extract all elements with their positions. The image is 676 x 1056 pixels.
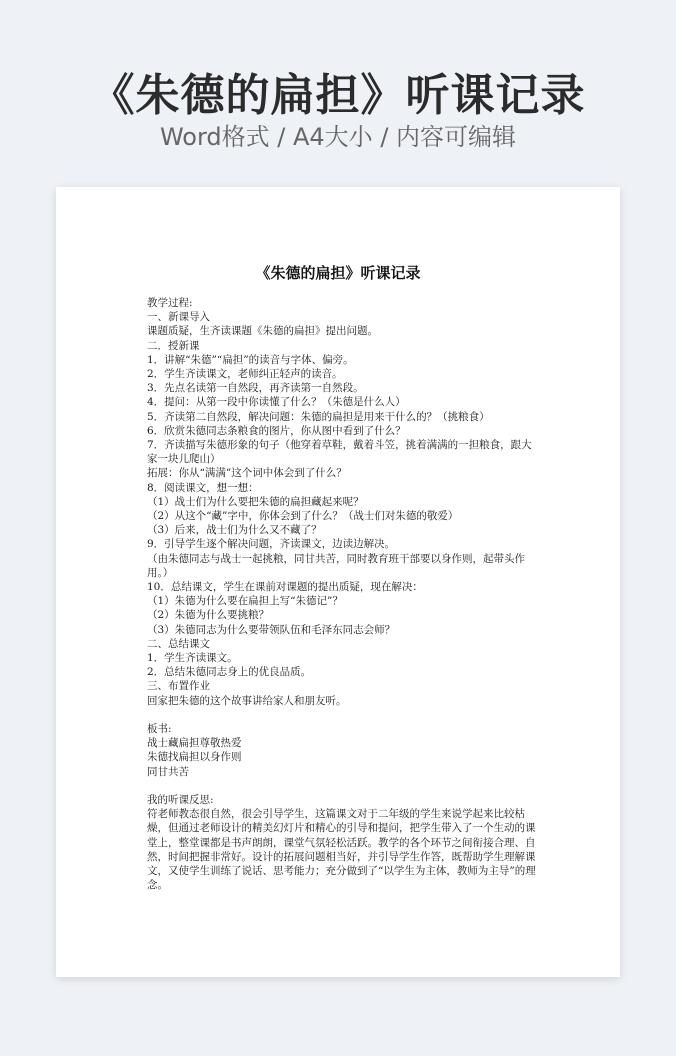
text-line: （由朱德同志与战士一起挑粮，同甘共苦，同时教育班干部要以身作则，起带头作用。） [147,552,525,579]
text-line: 三、布置作业 [147,680,210,693]
banner-subtitle: Word格式 / A4大小 / 内容可编辑 [159,123,517,151]
text-line: （2）从这个“藏”字中，你体会到了什么？（战士们对朱德的敬爱） [147,510,459,523]
text-line: 10．总结课文，学生在课前对课题的提出质疑，现在解决： [147,581,423,594]
text-line: 8．阅读课文，想一想： [147,481,259,494]
text-line: 3．先点名读第一自然段，再齐读第一自然段。 [147,382,364,395]
text-line: 同甘共苦 [147,765,189,778]
text-line: 教学过程: [147,297,193,309]
text-line: 9．引导学生逐个解决问题，齐读课文，边读边解决。 [147,538,396,551]
text-line: 板书: [147,723,172,736]
document-title: 《朱德的扁担》听课记录 [255,264,421,282]
paragraph-gap [147,708,537,722]
banner-title: 《朱德的扁担》听课记录 [90,70,586,121]
reflection-section [147,793,537,892]
text-line: 一、新课导入 [147,311,210,324]
board-writing-section [147,722,537,779]
document-body [147,296,537,893]
text-line: 1．学生齐读课文。 [147,652,238,665]
text-line: 7．齐读描写朱德形象的句子（他穿着草鞋，戴着斗笠，挑着满满的一担粮食，跟大家一块儿爬山） [147,439,532,466]
text-line: 拓展：你从“满满”这个词中体会到了什么？ [147,467,347,480]
text-line: （2）朱德为什么要挑粮？ [147,609,270,622]
text-line: （1）战士们为什么要把朱德的扁担藏起来呢？ [147,495,364,508]
text-line: 二、总结课文 [147,637,210,650]
text-line: 1．讲解“朱德”“扁担”的读音与字体、偏旁。 [147,353,354,366]
text-line: （3）朱德同志为什么要带领队伍和毛泽东同志会师？ [147,623,396,636]
text-line: 2．学生齐读课文，老师纠正轻声的读音。 [147,368,343,381]
text-line: 6．欣赏朱德同志条粮食的图片，你从图中看到了什么？ [147,424,406,437]
teaching-process-section [147,296,537,708]
text-line: 4．提问：从第一段中你读懂了什么？（朱德是什么人） [147,396,406,409]
document-page [56,187,620,977]
text-line: （3）后来，战士们为什么又不藏了？ [147,524,322,537]
text-line: 5．齐读第二自然段，解决问题：朱德的扁担是用来干什么的？（挑粮食） [147,410,490,423]
text-line: 回家把朱德的这个故事讲给家人和朋友听。 [147,694,347,707]
text-line: 战士藏扁担尊敬热爱 [147,737,242,750]
text-line: 课题质疑，生齐读课题《朱德的扁担》提出问题。 [147,325,378,338]
paragraph-gap [147,779,537,793]
text-line: 符老师教态很自然，很会引导学生，这篇课文对于二年级的学生来说学起来比较枯燥，但通过老师设计的精美幻灯片和精心的引导和提问，把学生带入了一个生动的课堂上，整堂课都是书声朗朗，课堂气氛轻松活跃。教学的各个环节之间衔接合理、自然，时间把握非常好。设计的拓展问题相当好，并引导学生作答，既帮助学生理解课文，又使学生训练了说话、思考能力；充分做到了“以学生为主体，教师为主导”的理念。 [147,808,536,892]
text-line: 2．总结朱德同志身上的优良品质。 [147,666,312,679]
text-line: 我的听课反思: [147,794,214,807]
text-line: （1）朱德为什么要在扁担上写“朱德记”？ [147,595,343,608]
text-line: 朱德找扁担以身作则 [147,751,242,764]
text-line: 二．授新课 [147,339,200,352]
